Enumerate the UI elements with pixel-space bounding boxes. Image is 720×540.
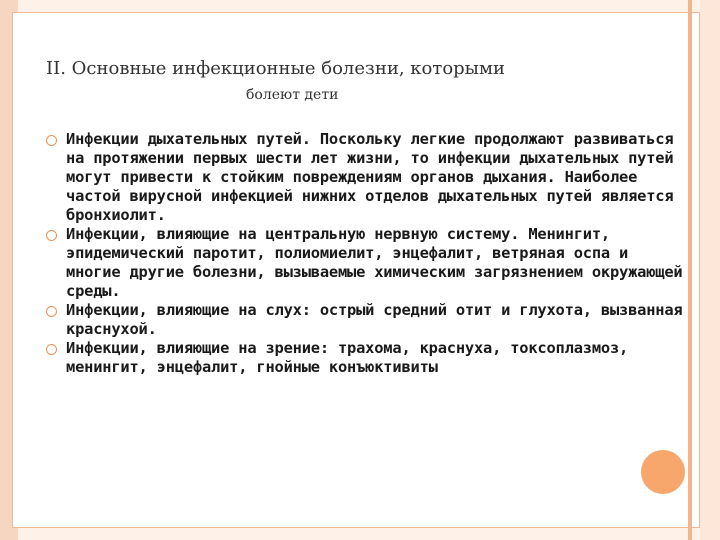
bullet-text: Инфекции дыхательных путей. Поскольку легкие продолжают развиваться на протяжении первых шести лет жизни, то инфекции дыхательных путей могут привести к стойким повреждениям органов дыхания. Наиболее частой вирусной инфекцией нижних отделов дыхательных путей является бронхиолит. (66, 130, 674, 224)
slide-title (46, 56, 646, 108)
right-edge-decor (700, 0, 720, 540)
bullet-item-hearing (46, 301, 686, 339)
bullet-list (46, 130, 686, 377)
hollow-circle-icon (46, 230, 57, 241)
bullet-item-nervous-system (46, 225, 686, 301)
hollow-circle-icon (46, 344, 57, 355)
bullet-text: Инфекции, влияющие на зрение: трахома, краснуха, токсоплазмоз, менингит, энцефалит, гнойные конъюктивиты (66, 339, 629, 376)
bullet-text: Инфекции, влияющие на центральную нервную систему. Менингит, эпидемический паротит, полиомиелит, энцефалит, ветряная оспа и многие другие болезни, вызываемые химическим загрязнением окружающей среды. (66, 225, 683, 300)
title-line-1: II. Основные инфекционные болезни, которыми (46, 58, 505, 79)
bullet-item-vision (46, 339, 686, 377)
orange-circle-icon (641, 450, 685, 494)
bullet-item-respiratory (46, 130, 686, 225)
bullet-text: Инфекции, влияющие на слух: острый средний отит и глухота, вызванная краснухой. (66, 301, 683, 338)
right-accent-line (688, 0, 692, 540)
hollow-circle-icon (46, 135, 57, 146)
hollow-circle-icon (46, 306, 57, 317)
title-line-2: болеют дети (246, 87, 339, 103)
